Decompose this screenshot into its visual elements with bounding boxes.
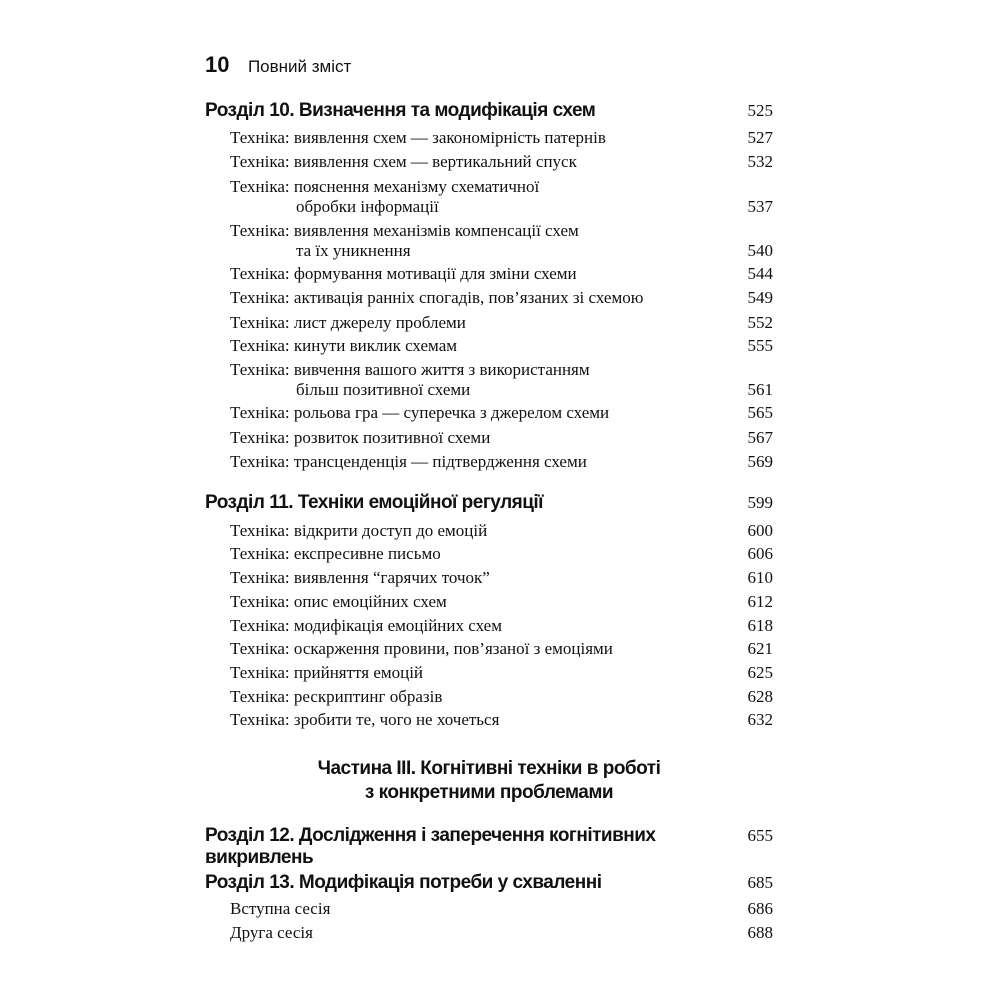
- entry-title-line2: більш позитивної схеми: [296, 380, 471, 399]
- toc-entry: [230, 288, 773, 308]
- entry-title-line1: Техніка: пояснення механізму схематичної: [230, 177, 540, 196]
- toc-entry: [230, 313, 773, 333]
- entry-title-line2: та їх уникнення: [296, 241, 411, 260]
- entry-page: 527: [747, 128, 773, 147]
- toc-entry: [230, 152, 773, 172]
- entry-page: 618: [747, 616, 773, 635]
- running-title: Повний зміст: [247, 57, 352, 76]
- entry-title: Техніка: модифікація емоційних схем: [230, 616, 502, 635]
- entry-page: 561: [747, 380, 773, 399]
- entry-title: Техніка: зробити те, чого не хочеться: [230, 710, 500, 729]
- chapter-title: Розділ 10. Визначення та модифікація схем: [205, 100, 596, 121]
- entry-title: Техніка: відкрити доступ до емоцій: [230, 521, 488, 540]
- toc-entry: [230, 521, 773, 541]
- chapter-10-heading: [205, 100, 773, 122]
- chapter-page: 655: [747, 826, 773, 845]
- entry-title: Техніка: розвиток позитивної схеми: [230, 428, 491, 447]
- entry-title: Техніка: рольова гра — суперечка з джерелом схеми: [230, 403, 610, 422]
- entry-title: Друга сесія: [230, 923, 313, 942]
- toc-entry: [230, 663, 773, 683]
- toc-entry: [230, 710, 773, 730]
- entry-page: 610: [747, 568, 773, 587]
- entry-page: 569: [747, 452, 773, 471]
- entry-title: Вступна сесія: [230, 899, 331, 918]
- entry-title: [230, 177, 539, 217]
- chapter-12-heading: [205, 825, 773, 869]
- entry-page: 567: [747, 428, 773, 447]
- entry-title-line1: Техніка: вивчення вашого життя з використанням: [230, 360, 590, 379]
- toc-entry: [230, 452, 773, 472]
- toc-entry: [230, 616, 773, 636]
- toc-entry: [230, 592, 773, 612]
- entry-page: 565: [747, 403, 773, 422]
- entry-page: 606: [747, 544, 773, 563]
- toc-entry: [230, 568, 773, 588]
- entry-title: Техніка: експресивне письмо: [230, 544, 441, 563]
- entry-page: 549: [747, 288, 773, 307]
- entry-title: Техніка: опис емоційних схем: [230, 592, 447, 611]
- toc-entry: [230, 639, 773, 659]
- entry-title-line1: Техніка: виявлення механізмів компенсації схем: [230, 221, 579, 240]
- toc-entry: [230, 687, 773, 707]
- entry-title: Техніка: формування мотивації для зміни схеми: [230, 264, 577, 283]
- entry-page: 688: [747, 923, 773, 942]
- toc-entry: [230, 403, 773, 423]
- entry-title: Техніка: трансценденція — підтвердження схеми: [230, 452, 587, 471]
- toc-entry: [230, 923, 773, 943]
- part-title-line2: з конкретними проблемами: [364, 782, 614, 803]
- entry-page: 612: [747, 592, 773, 611]
- entry-page: 555: [747, 336, 773, 355]
- chapter-page: 599: [747, 493, 773, 512]
- entry-title: Техніка: рескриптинг образів: [230, 687, 443, 706]
- entry-page: 552: [747, 313, 773, 332]
- part-title-line1: Частина ІІІ. Когнітивні техніки в роботі: [317, 758, 661, 779]
- entry-title: Техніка: лист джерелу проблеми: [230, 313, 466, 332]
- entry-title: Техніка: виявлення “гарячих точок”: [230, 568, 490, 587]
- entry-page: 540: [747, 241, 773, 260]
- part-3-heading: [205, 757, 773, 805]
- running-header: [205, 52, 351, 78]
- toc-entry: [230, 177, 773, 217]
- entry-page: 632: [747, 710, 773, 729]
- entry-page: 544: [747, 264, 773, 283]
- entry-page: 628: [747, 687, 773, 706]
- entry-page: 537: [747, 197, 773, 216]
- toc-entry: [230, 428, 773, 448]
- entry-title: Техніка: оскарження провини, пов’язаної з емоціями: [230, 639, 613, 658]
- page-number: 10: [205, 52, 230, 77]
- chapter-page: 525: [747, 101, 773, 120]
- chapter-title: Розділ 13. Модифікація потреби у схваленні: [205, 872, 602, 893]
- chapter-11-heading: [205, 492, 773, 514]
- entry-title: Техніка: виявлення схем — вертикальний спуск: [230, 152, 577, 171]
- entry-title-line2: обробки інформації: [296, 197, 439, 216]
- entry-page: 532: [747, 152, 773, 171]
- entry-page: 600: [747, 521, 773, 540]
- toc-entry: [230, 360, 773, 400]
- chapter-page: 685: [747, 873, 773, 892]
- toc-entry: [230, 128, 773, 148]
- entry-page: 621: [747, 639, 773, 658]
- entry-title: Техніка: виявлення схем — закономірність патернів: [230, 128, 606, 147]
- entry-title: Техніка: кинути виклик схемам: [230, 336, 457, 355]
- entry-title: Техніка: прийняття емоцій: [230, 663, 424, 682]
- entry-title: [230, 360, 590, 400]
- toc-entry: [230, 544, 773, 564]
- toc-entry: [230, 336, 773, 356]
- toc-entry: [230, 264, 773, 284]
- entry-title: [230, 221, 579, 261]
- entry-page: 625: [747, 663, 773, 682]
- toc-entry: [230, 899, 773, 919]
- toc-entry: [230, 221, 773, 261]
- chapter-title: Розділ 12. Дослідження і заперечення когнітивних викривлень: [205, 825, 656, 868]
- chapter-13-heading: [205, 872, 773, 894]
- entry-page: 686: [747, 899, 773, 918]
- entry-title: Техніка: активація ранніх спогадів, пов’язаних зі схемою: [230, 288, 644, 307]
- chapter-title: Розділ 11. Техніки емоційної регуляції: [205, 492, 544, 513]
